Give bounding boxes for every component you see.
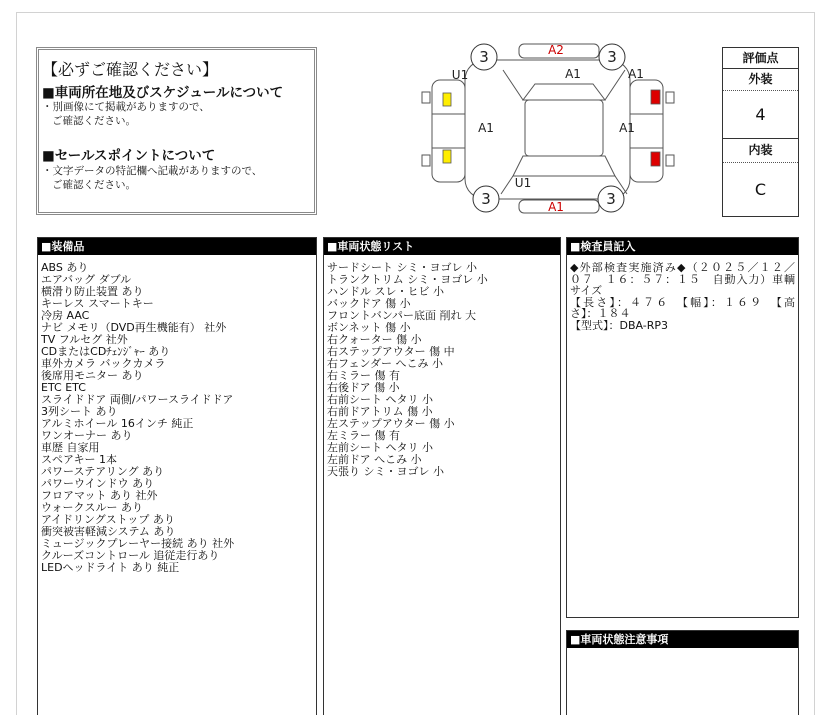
inspector-notes-panel xyxy=(566,237,799,618)
condition-item: 左前ドア へこみ 小 xyxy=(327,454,422,466)
right-mirror xyxy=(666,92,674,103)
inspector-note-line: ◆外部検査実施済み◆（２０２５／１２／ xyxy=(570,262,795,274)
trunk-line xyxy=(605,70,625,100)
damage-mark-front-bumper: A1 xyxy=(548,200,564,214)
equipment-item: 車歴 自家用 xyxy=(41,442,100,454)
condition-item: バックドア 傷 小 xyxy=(327,298,411,310)
wheel-mark: 3 xyxy=(481,190,491,208)
damage-mark-right-side: A1 xyxy=(619,121,635,135)
condition-item: 右前シート ヘタリ 小 xyxy=(327,394,433,406)
notice-heading-salespoint: ■セールスポイントについて xyxy=(42,148,216,164)
condition-item: 右ミラー 傷 有 xyxy=(327,370,400,382)
equipment-item: CDまたはCDﾁｪﾝｼﾞｬｰ あり xyxy=(41,346,171,358)
condition-item: 右クォーター 傷 小 xyxy=(327,334,422,346)
notice-line: ご確認ください。 xyxy=(52,115,136,127)
condition-item: サードシート シミ・ヨゴレ 小 xyxy=(327,262,477,274)
caution-header: ■車両状態注意事項 xyxy=(567,631,798,648)
right-lamp xyxy=(651,152,660,166)
condition-item: トランクトリム シミ・ヨゴレ 小 xyxy=(327,274,488,286)
car-damage-diagram xyxy=(415,36,680,218)
equipment-item: キーレス スマートキー xyxy=(41,298,154,310)
equipment-item: 後席用モニター あり xyxy=(41,370,144,382)
inspector-note-line: ０７ １６：５７：１５ 自動入力）車輌 xyxy=(570,273,795,286)
left-lamp xyxy=(443,150,451,163)
condition-list xyxy=(324,255,560,478)
condition-item: 右後ドア 傷 小 xyxy=(327,382,400,394)
condition-panel xyxy=(323,237,561,715)
damage-mark-hood: U1 xyxy=(514,176,532,190)
roof xyxy=(525,100,603,156)
condition-header: ■車両状態リスト xyxy=(324,238,560,255)
damage-mark-back-door: A1 xyxy=(565,67,581,81)
equipment-item: ワンオーナー あり xyxy=(41,430,133,442)
hood-line xyxy=(501,176,513,194)
caution-panel xyxy=(566,630,799,715)
equipment-item: アイドリングストップ あり xyxy=(41,514,175,526)
equipment-header: ■装備品 xyxy=(38,238,316,255)
left-lamp xyxy=(443,93,451,106)
interior-label: 内装 xyxy=(723,139,798,163)
condition-item: 右ステップアウター 傷 中 xyxy=(327,346,455,358)
rating-box xyxy=(722,47,799,217)
notice-line: ・文字データの特記欄へ記載がありますので、 xyxy=(42,165,263,177)
equipment-list xyxy=(38,255,316,574)
condition-item: 左ミラー 傷 有 xyxy=(327,430,400,442)
right-lamp xyxy=(651,90,660,104)
condition-item: 左ステップアウター 傷 小 xyxy=(327,418,455,430)
exterior-label: 外装 xyxy=(723,69,798,91)
wheel-mark: 3 xyxy=(607,48,617,66)
condition-item: フロントバンパー底面 削れ 大 xyxy=(327,310,477,322)
inspector-note-line: 【型式】：DBA-RP3 xyxy=(570,319,669,332)
condition-item: ボンネット 傷 小 xyxy=(327,322,411,334)
equipment-item: スライドドア 両側/パワースライドドア xyxy=(41,394,234,406)
inspector-note-line: サイズ xyxy=(570,285,603,297)
equipment-item: フロアマット あり 社外 xyxy=(41,490,158,502)
left-mirror xyxy=(422,92,430,103)
equipment-item: ウォークスルー あり xyxy=(41,502,143,514)
interior-score: C xyxy=(754,180,767,199)
equipment-panel xyxy=(37,237,317,715)
damage-mark-rear-bumper: A2 xyxy=(548,43,564,57)
damage-mark-left-side: A1 xyxy=(478,121,494,135)
windshield xyxy=(513,156,615,176)
equipment-item: パワーウインドウ あり xyxy=(41,478,155,490)
condition-item: 左前シート ヘタリ 小 xyxy=(327,442,433,454)
rating-title: 評価点 xyxy=(723,48,798,69)
equipment-item: ミュージックプレーヤー接続 あり 社外 xyxy=(41,538,235,550)
wheel-mark: 3 xyxy=(606,190,616,208)
notice-title: 【必ずご確認ください】 xyxy=(42,60,219,79)
inspector-note-line: さ】：１８４ xyxy=(570,308,631,320)
equipment-item: ABS あり xyxy=(41,262,89,274)
condition-item: ハンドル スレ・ヒビ 小 xyxy=(327,286,444,298)
inspector-note-line: 【長さ】：４７６ 【幅】：１６９ 【高 xyxy=(570,296,795,309)
equipment-item: アルミホイール 16インチ 純正 xyxy=(41,418,194,430)
inspector-notes-body xyxy=(567,255,798,332)
right-mirror xyxy=(666,155,674,166)
equipment-item: 冷房 AAC xyxy=(41,310,90,322)
wheel-mark: 3 xyxy=(479,48,489,66)
condition-item: 天張り シミ・ヨゴレ 小 xyxy=(327,466,444,478)
inspector-notes-header: ■検査員記入 xyxy=(567,238,798,255)
exterior-score: 4 xyxy=(723,91,798,139)
left-mirror xyxy=(422,155,430,166)
equipment-item: ナビ メモリ（DVD再生機能有） 社外 xyxy=(41,322,227,334)
equipment-item: TV フルセグ 社外 xyxy=(41,334,128,346)
equipment-item: 衝突被害軽減システム あり xyxy=(41,526,176,538)
condition-item: 右フェンダー へこみ 小 xyxy=(327,358,444,370)
notice-heading-location: ■車両所在地及びスケジュールについて xyxy=(42,85,284,101)
equipment-item: ETC ETC xyxy=(41,382,86,394)
equipment-item: パワーステアリング あり xyxy=(41,466,165,478)
notice-line: ご確認ください。 xyxy=(52,179,136,191)
equipment-item: スペアキー 1本 xyxy=(41,454,118,466)
trunk-line xyxy=(503,70,523,100)
equipment-item: エアバッグ ダブル xyxy=(41,274,132,286)
equipment-item: 横滑り防止装置 あり xyxy=(41,286,144,298)
equipment-item: LEDヘッドライト あり 純正 xyxy=(41,562,180,574)
equipment-item: 3列シート あり xyxy=(41,406,118,418)
damage-mark-left-quarter: U1 xyxy=(451,68,469,82)
rear-window xyxy=(523,84,605,100)
equipment-item: クルーズコントロール 追従走行あり xyxy=(41,550,220,562)
condition-item: 右前ドアトリム 傷 小 xyxy=(327,406,433,418)
notice-box xyxy=(36,47,317,215)
damage-mark-right-quarter: A1 xyxy=(628,67,644,81)
equipment-item: 車外カメラ バックカメラ xyxy=(41,358,166,370)
notice-line: ・別画像にて掲載がありますので、 xyxy=(42,101,210,113)
